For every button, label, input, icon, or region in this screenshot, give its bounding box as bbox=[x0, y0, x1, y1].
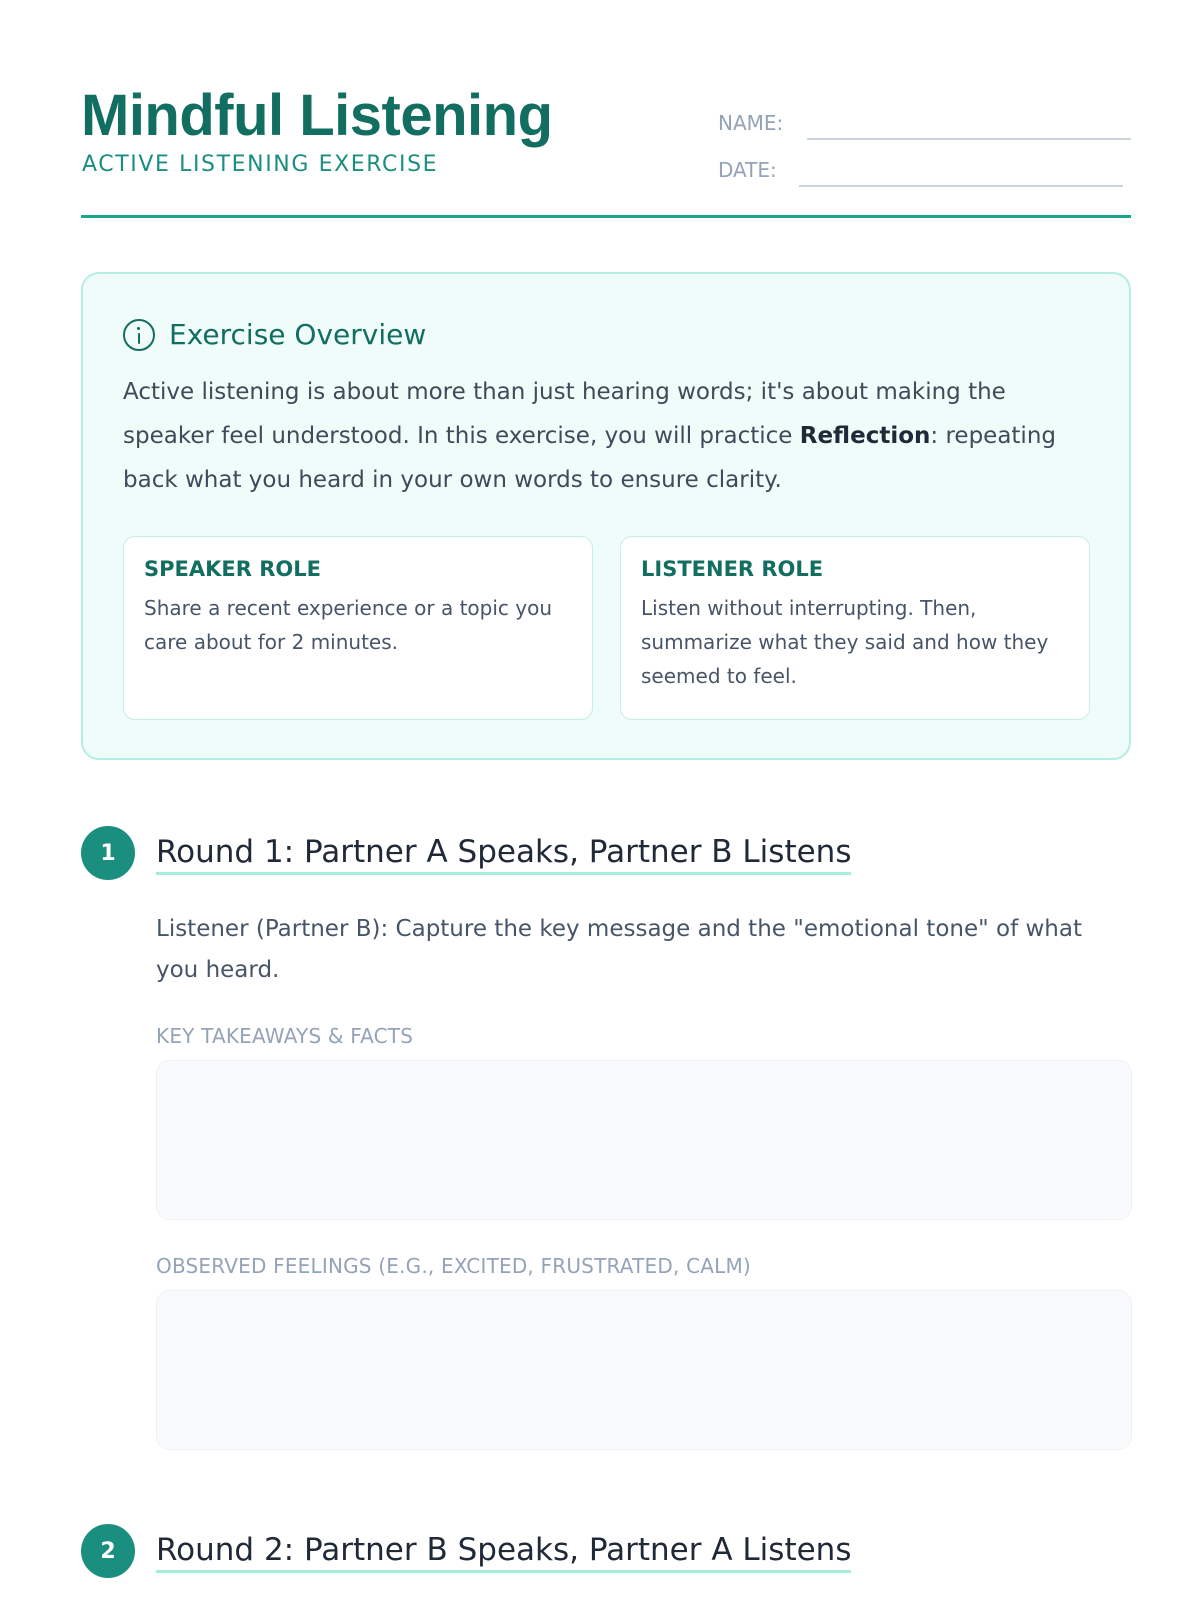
round-number-badge: 2 bbox=[81, 1524, 135, 1578]
worksheet-header bbox=[81, 80, 1131, 218]
observed-feelings-label: OBSERVED FEELINGS (E.G., EXCITED, FRUSTRATED, CALM) bbox=[156, 1254, 751, 1278]
overview-text bbox=[123, 370, 1103, 502]
speaker-role-title: SPEAKER ROLE bbox=[144, 557, 321, 581]
page-title: Mindful Listening bbox=[81, 83, 553, 148]
name-field[interactable] bbox=[807, 138, 1131, 140]
date-field[interactable] bbox=[799, 185, 1123, 187]
round-title: Round 2: Partner B Speaks, Partner A Listens bbox=[156, 1530, 851, 1573]
listener-role-title: LISTENER ROLE bbox=[641, 557, 824, 581]
key-takeaways-input[interactable] bbox=[156, 1060, 1132, 1220]
page-subtitle: ACTIVE LISTENING EXERCISE bbox=[82, 152, 439, 177]
key-takeaways-label: KEY TAKEAWAYS & FACTS bbox=[156, 1024, 414, 1048]
speaker-role-description: Share a recent experience or a topic you care about for 2 minutes. bbox=[144, 596, 553, 654]
overview-heading bbox=[123, 318, 426, 351]
overview-text-part: : repeating back what you heard in your own words to ensure clarity. bbox=[123, 423, 1056, 493]
overview-text-emphasis: Reflection bbox=[799, 423, 931, 449]
listener-role-card bbox=[620, 536, 1090, 720]
observed-feelings-input[interactable] bbox=[156, 1290, 1132, 1450]
info-icon bbox=[123, 319, 155, 351]
listener-role-description: Listen without interrupting. Then, summarize what they said and how they seemed to feel. bbox=[641, 596, 1049, 688]
name-label: NAME: bbox=[718, 111, 784, 135]
overview-text-part: Active listening is about more than just hearing words; it's about making the speaker feel understood. In this exercise, you will practice bbox=[123, 379, 1006, 449]
round-1-instruction: Listener (Partner B): Capture the key message and the "emotional tone" of what you heard. bbox=[156, 916, 1082, 983]
overview-title: Exercise Overview bbox=[169, 318, 427, 351]
round-title: Round 1: Partner A Speaks, Partner B Listens bbox=[156, 832, 851, 875]
date-label: DATE: bbox=[718, 158, 777, 182]
speaker-role-card bbox=[123, 536, 593, 720]
exercise-overview-panel bbox=[81, 272, 1131, 760]
round-number-badge: 1 bbox=[81, 826, 135, 880]
